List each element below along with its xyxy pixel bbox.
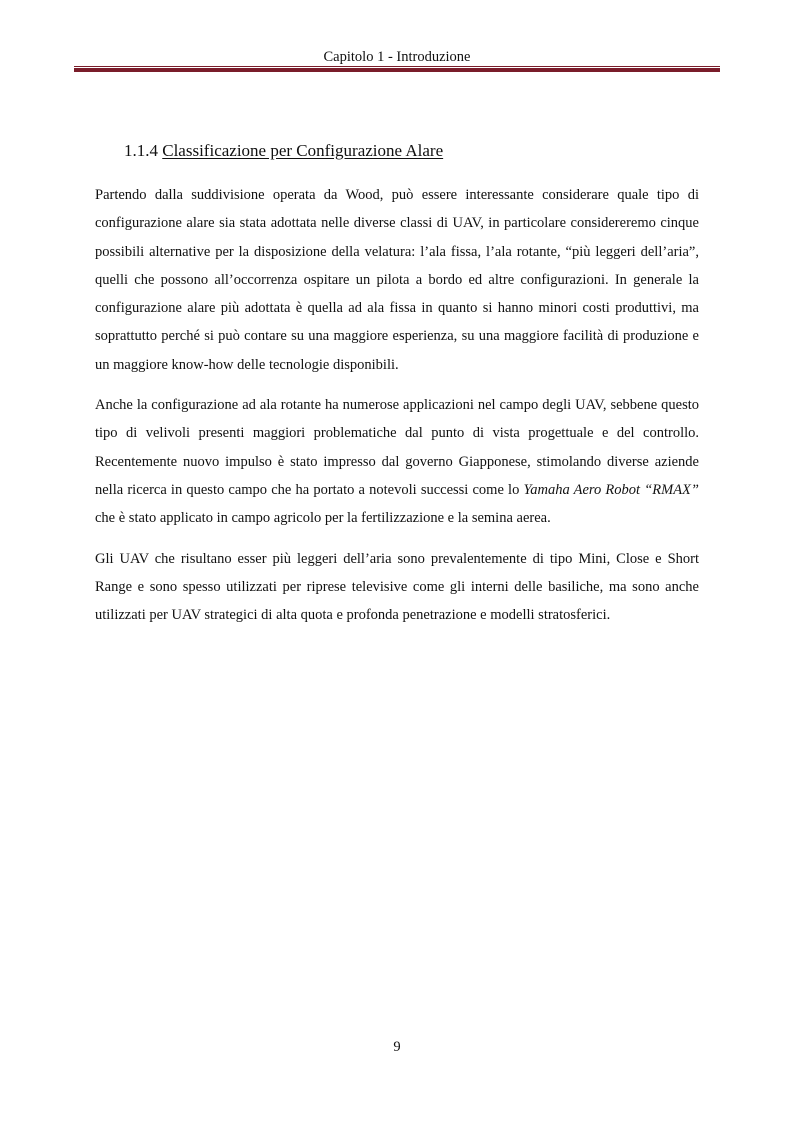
body-text: [95, 181, 699, 641]
page-number: 9: [393, 1039, 401, 1055]
running-header: Capitolo 1 - Introduzione: [323, 49, 471, 65]
header-rule-thick: [74, 68, 720, 72]
section-heading: [124, 140, 443, 162]
paragraph-2-text-before: Anche la configurazione ad ala rotante ha numerose applicazioni nel campo degli UAV, sebbene questo tipo di velivoli presenti maggiori problematiche dal punto di vista progettuale e del controllo. Recentemente nuovo impulso è stato impresso dal governo Giapponese, stimolando diverse aziende nella ricerca in questo campo che ha portato a notevoli successi come lo: [95, 397, 699, 498]
paragraph-3: Gli UAV che risultano esser più leggeri dell’aria sono prevalentemente di tipo Mini, Close e Short Range e sono spesso utilizzati per riprese televisive come gli interni delle basiliche, ma sono anche utilizzati per UAV strategici di alta quota e profonda penetrazione e modelli stratosferici.: [95, 550, 699, 624]
paragraph-2: [95, 391, 699, 532]
section-title: Classificazione per Configurazione Alare: [162, 141, 444, 160]
header-rule-thin: [74, 66, 720, 67]
paragraph-1: Partendo dalla suddivisione operata da Wood, può essere interessante considerare quale tipo di configurazione alare sia stata adottata nelle diverse classi di UAV, in particolare considereremo cinque possibili alternative per la disposizione della velatura: l’ala fissa, l’ala rotante, “più leggeri dell’aria”, quelli che possono all’occorrenza ospitare un pilota a bordo ed altre configurazioni. In generale la configurazione alare più adottata è quella ad ala fissa in quanto si hanno minori costi produttivi, ma soprattutto perché si può contare su una maggiore esperienza, su una maggiore facilità di produzione e un maggiore know-how delle tecnologie disponibili.: [95, 187, 699, 373]
paragraph-2-emphasis: Yamaha Aero Robot “RMAX”: [523, 481, 699, 498]
paragraph-2-text-after: che è stato applicato in campo agricolo per la fertilizzazione e la semina aerea.: [95, 510, 551, 527]
section-number: 1.1.4: [124, 141, 158, 160]
